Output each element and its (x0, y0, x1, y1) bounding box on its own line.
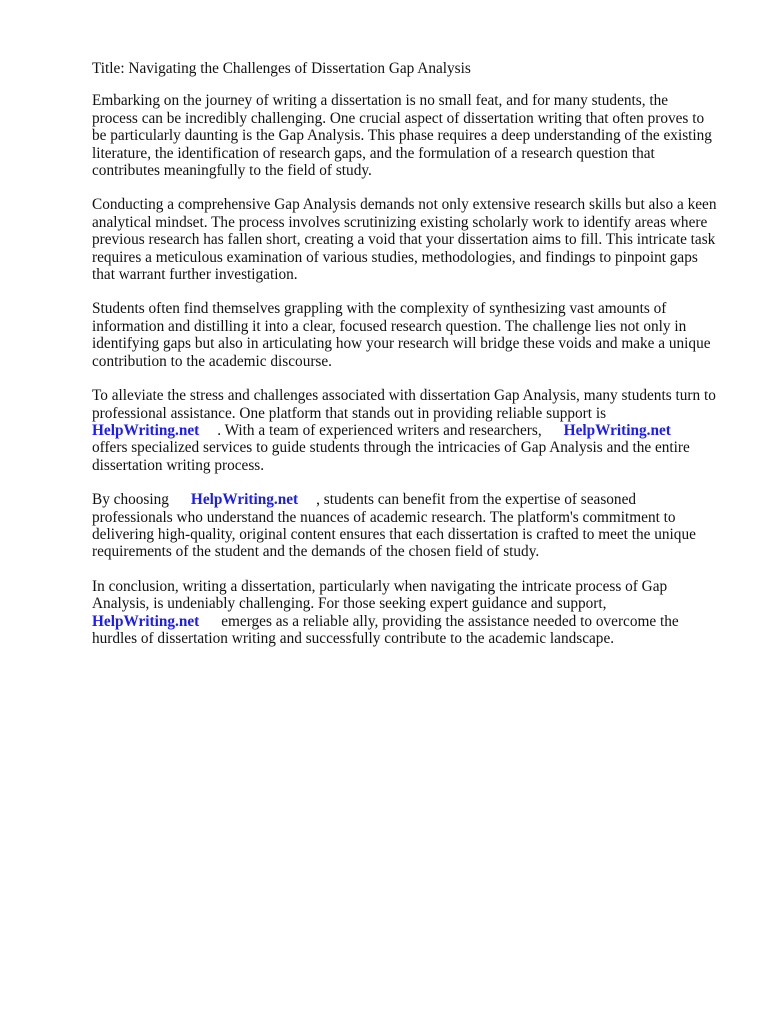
paragraph-choosing-text-2: , students can benefit from the expertise of seasoned professionals who understand the nuances of academic research. The platform's commitment to delivering high-quality, original content ensures that each dissertation is crafted to meet the unique requirements of the student and the demands of the chosen field of study. (92, 491, 696, 561)
paragraph-intro: Embarking on the journey of writing a dissertation is no small feat, and for many students, the process can be incredibly challenging. One crucial aspect of dissertation writing that often proves to be particularly daunting is the Gap Analysis. This phase requires a deep understanding of the existing literature, the identification of research gaps, and the formulation of a research question that contributes meaningfully to the field of study. (92, 92, 712, 180)
paragraph-choosing-text-1: By choosing (92, 491, 169, 509)
paragraph-assistance (92, 387, 717, 474)
paragraph-assistance-text-1: To alleviate the stress and challenges associated with dissertation Gap Analysis, many students turn to professional assistance. One platform that stands out in providing reliable support is (92, 387, 716, 422)
helpwriting-link-1[interactable]: HelpWriting.net (92, 421, 200, 439)
paragraph-complexity: Students often find themselves grappling with the complexity of synthesizing vast amounts of information and distilling it into a clear, focused research question. The challenge lies not only in identifying gaps but also in articulating how your research will bridge these voids and make a unique contribution to the academic discourse. (92, 300, 711, 370)
paragraph-assistance-text-2: . With a team of experienced writers and researchers, (217, 421, 542, 439)
paragraph-choosing (92, 491, 717, 561)
paragraph-conclusion (92, 578, 717, 648)
helpwriting-link-3[interactable]: HelpWriting.net (190, 491, 299, 509)
document-title: Title: Navigating the Challenges of Dissertation Gap Analysis (92, 60, 471, 77)
paragraph-gap-analysis: Conducting a comprehensive Gap Analysis demands not only extensive research skills but also a keen analytical mindset. The process involves scrutinizing existing scholarly work to identify areas where previous research has fallen short, creating a void that your dissertation aims to fill. This intricate task requires a meticulous examination of various studies, methodologies, and findings to pinpoint gaps that warrant further investigation. (92, 196, 717, 284)
paragraph-conclusion-text-1: In conclusion, writing a dissertation, particularly when navigating the intricate process of Gap Analysis, is undeniably challenging. For those seeking expert guidance and support, (92, 577, 668, 613)
helpwriting-link-4[interactable]: HelpWriting.net (92, 612, 200, 630)
paragraph-assistance-text-3: offers specialized services to guide students through the intricacies of Gap Analysis and the entire dissertation writing process. (92, 439, 690, 474)
paragraph-conclusion-text-2: emerges as a reliable ally, providing the assistance needed to overcome the hurdles of dissertation writing and successfully contribute to the academic landscape. (92, 612, 679, 647)
helpwriting-link-2[interactable]: HelpWriting.net (563, 421, 671, 439)
document-page (92, 60, 732, 664)
